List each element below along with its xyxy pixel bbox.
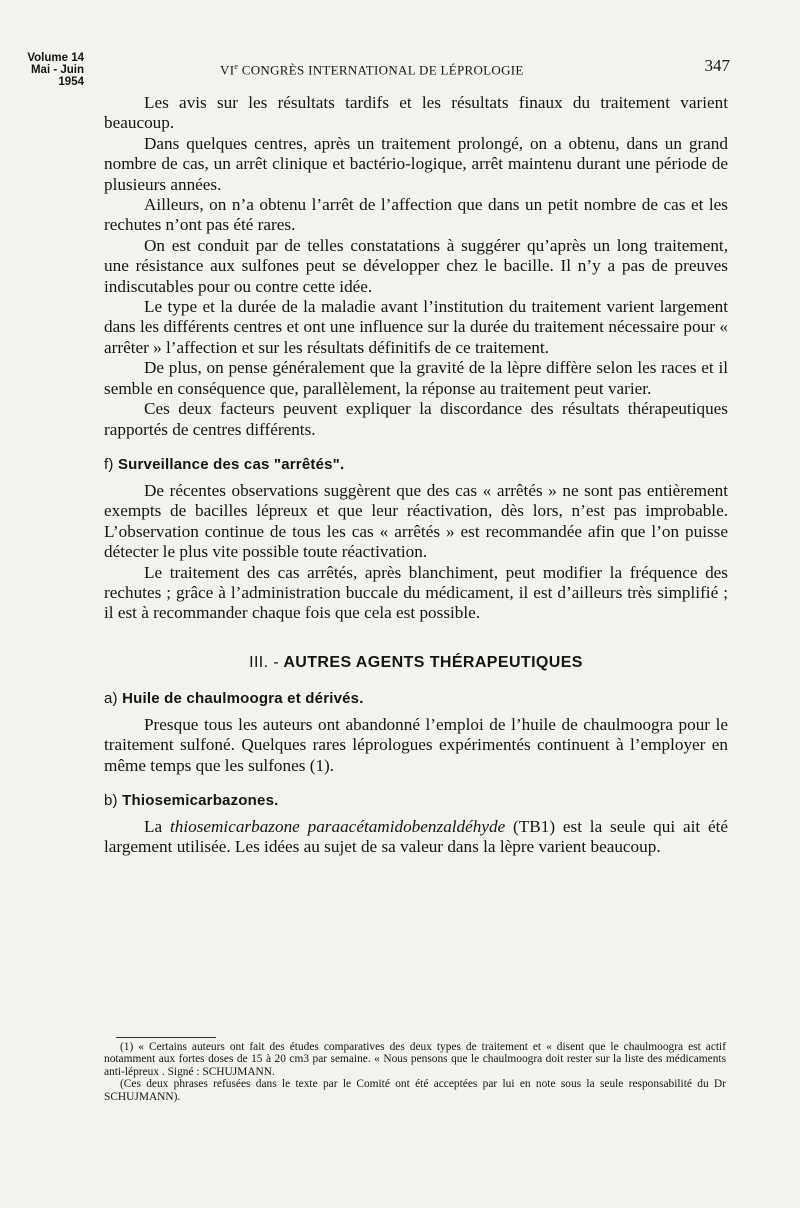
- paragraph: De plus, on pense généralement que la gravité de la lèpre diffère selon les races et il semble en conséquence que, parallèlement, la réponse au traitement peut varier.: [104, 358, 728, 398]
- paragraph: De récentes observations suggèrent que des cas « arrêtés » ne sont pas entièrement exempts de bacilles lépreux et que leur réactivation, dès lors, n’est pas improbable. L’observation continue de tous les cas « arrêtés » est recommandée afin que l’on puisse détecter le plus vite possible toute réactivation.: [104, 480, 728, 562]
- paragraph-rest: (TB1) est la seule qui ait été largement utilisée. Les idées au sujet de sa valeur dans la lèpre varient beaucoup.: [104, 816, 728, 857]
- footnote: (1) « Certains auteurs ont fait des études comparatives des deux types de traitement et « disent que le chaulmoogra est actif notamment aux fortes doses de 15 à 20 cm3 par semaine. « Nous pensons que le chaulmoogra doit rester sur la liste des médicaments anti-lépreux . Signé : SCHUJMANN.: [104, 1041, 726, 1078]
- running-title: [220, 62, 620, 78]
- subheading-text: Surveillance des cas "arrêtés".: [117, 455, 345, 473]
- section-name: AUTRES AGENTS THÉRAPEUTIQUES: [283, 653, 583, 671]
- body-text: [104, 93, 728, 858]
- compound-name: thiosemicarbazone paraacétamidobenzaldéhyde: [169, 816, 506, 836]
- title-text: CONGRÈS INTERNATIONAL DE LÉPROLOGIE: [238, 62, 524, 78]
- paragraph: Le traitement des cas arrêtés, après blanchiment, peut modifier la fréquence des rechutes ; grâce à l’administration buccale du médicament, il est d’ailleurs très simplifié ; il est à recommander chaque fois que cela est possible.: [104, 562, 728, 623]
- paragraph: Ailleurs, on n’a obtenu l’arrêt de l’affection que dans un petit nombre de cas et les rechutes n’ont pas été rares.: [104, 195, 728, 235]
- footnote-divider: [116, 1037, 216, 1038]
- subheading-text: Huile de chaulmoogra et dérivés.: [122, 689, 364, 707]
- footnote: (Ces deux phrases refusées dans le texte par le Comité ont été acceptées par lui en note sous la seule responsabilité du Dr SCHUJMANN).: [104, 1078, 726, 1103]
- section-title: [104, 654, 728, 672]
- page-number: 347: [704, 56, 730, 75]
- subheading-f: [104, 456, 728, 473]
- paragraph: Les avis sur les résultats tardifs et les résultats finaux du traitement varient beaucoup.: [104, 93, 728, 133]
- subheading-a: [104, 690, 728, 707]
- title-sup: e: [234, 62, 239, 71]
- header-volume: [4, 52, 84, 88]
- title-roman: VI: [220, 62, 235, 78]
- issue-date: Mai - Juin 1954: [30, 64, 84, 88]
- subheading-mark: a): [104, 689, 118, 707]
- subheading-b: [104, 792, 728, 809]
- subheading-mark: f): [104, 455, 114, 473]
- subheading-text: Thiosemicarbazones.: [122, 791, 279, 809]
- volume-label: Volume 14: [27, 52, 84, 64]
- footnotes: [104, 1041, 726, 1103]
- paragraph: Presque tous les auteurs ont abandonné l’emploi de l’huile de chaulmoogra pour le traitement sulfoné. Quelques rares léprologues expérimentés continuent à l’employer en même temps que les sulfones (1).: [104, 714, 728, 775]
- paragraph: Dans quelques centres, après un traitement prolongé, on a obtenu, dans un grand nombre de cas, un arrêt clinique et bactério-logique, arrêt maintenu durant une période de plusieurs années.: [104, 133, 728, 194]
- paragraph: Le type et la durée de la maladie avant l’institution du traitement varient largement dans les différents centres et ont une influence sur la durée du traitement nécessaire pour « arrêter » l’affection et sur les résultats définitifs de ce traitement.: [104, 297, 728, 357]
- paragraph-lead: La: [144, 816, 170, 836]
- paragraph: On est conduit par de telles constatations à suggérer qu’après un long traitement, une résistance aux sulfones peut se développer chez le bacille. Il n’y a pas de preuves indiscutables pour ou contre cette idée.: [104, 235, 728, 296]
- section-number: III. -: [249, 653, 280, 671]
- paragraph: Ces deux facteurs peuvent expliquer la discordance des résultats thérapeutiques rapportés de centres différents.: [104, 399, 728, 439]
- subheading-mark: b): [104, 791, 118, 809]
- paragraph: [104, 817, 728, 858]
